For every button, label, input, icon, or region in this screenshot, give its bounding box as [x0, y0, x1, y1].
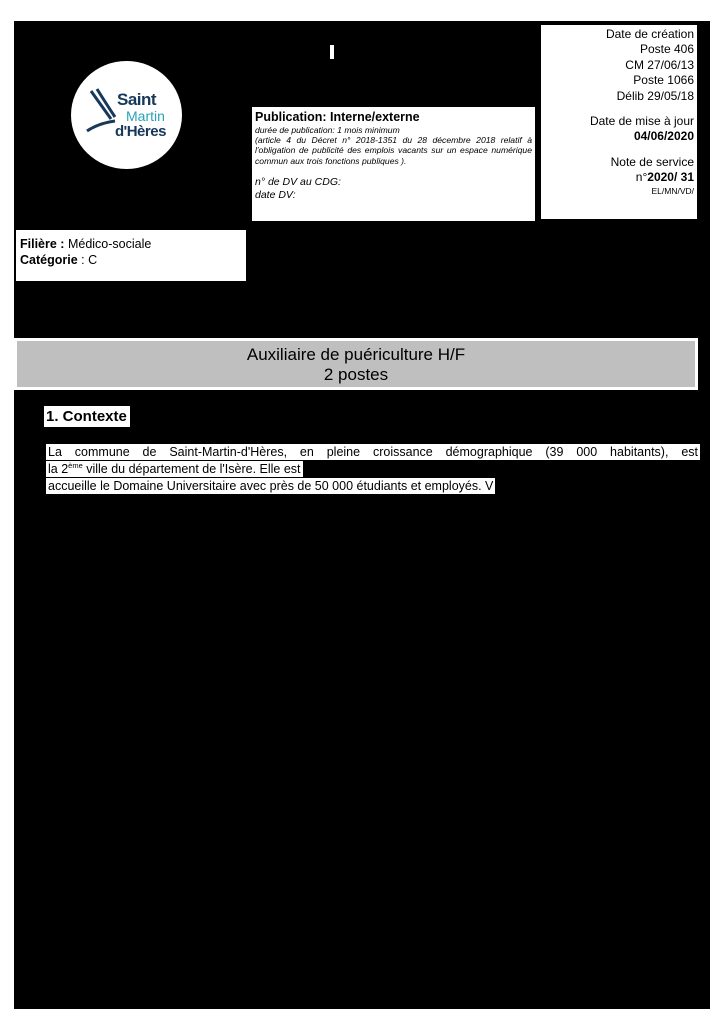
creation-line: Poste 1066	[633, 73, 694, 88]
categorie-label: Catégorie	[20, 253, 78, 267]
creation-line: Poste 406	[639, 42, 694, 57]
context-line-2-sup: ème	[68, 461, 83, 470]
service-label: Note de service	[610, 154, 694, 169]
job-posts: 2 postes	[323, 365, 389, 384]
update-date: 04/06/2020	[633, 129, 694, 144]
logo-word-martin: Martin	[126, 108, 165, 124]
creation-line: CM 27/06/13	[625, 57, 694, 72]
context-line-3: accueille le Domaine Universitaire avec près de 50 000 étudiants et employés. V	[48, 479, 494, 493]
update-label: Date de mise à jour	[589, 114, 694, 129]
context-line-2-pre: la 2	[48, 462, 69, 476]
filiere-box	[16, 230, 246, 281]
logo-word-saint: Saint	[117, 90, 157, 109]
categorie-line	[20, 252, 242, 268]
city-logo	[71, 61, 182, 169]
context-line-2-post: ville du département de l'Isère. Elle est	[82, 462, 301, 476]
filiere-label: Filière :	[20, 237, 65, 251]
publication-legal-note: (article 4 du Décret n° 2018-1351 du 28 décembre 2018 relatif à l'obligation de publicité des emplois vacants sur un espace numérique commun aux trois fonctions publiques ).	[255, 135, 532, 166]
publication-title: Publication: Interne/externe	[255, 110, 420, 124]
creation-line: Délib 29/05/18	[616, 88, 694, 103]
service-number: 2020/ 31	[647, 170, 694, 185]
redaction-mark	[330, 45, 334, 59]
dv-number: n° de DV au CDG:	[255, 175, 341, 188]
service-initials: EL/MN/VD/	[651, 185, 694, 196]
filiere-line	[20, 236, 242, 252]
dates-box	[541, 25, 697, 219]
categorie-value: : C	[81, 253, 98, 267]
filiere-value: Médico-sociale	[67, 237, 152, 251]
job-title-banner	[14, 338, 698, 390]
job-title: Auxiliaire de puériculture H/F	[246, 345, 466, 364]
section-heading-context: 1. Contexte	[44, 406, 130, 427]
dv-date: date DV:	[255, 188, 296, 201]
logo-word-heres: d'Hères	[115, 123, 166, 140]
publication-box	[252, 107, 535, 221]
publication-duration: durée de publication: 1 mois minimum	[255, 125, 400, 135]
context-line-1: La commune de Saint-Martin-d'Hères, en pleine croissance démographique (39 000 habitants), est	[48, 445, 698, 459]
context-line-2	[46, 461, 303, 477]
creation-label: Date de création	[605, 27, 694, 41]
service-prefix: n°	[635, 170, 648, 185]
service-number-line	[541, 170, 694, 185]
